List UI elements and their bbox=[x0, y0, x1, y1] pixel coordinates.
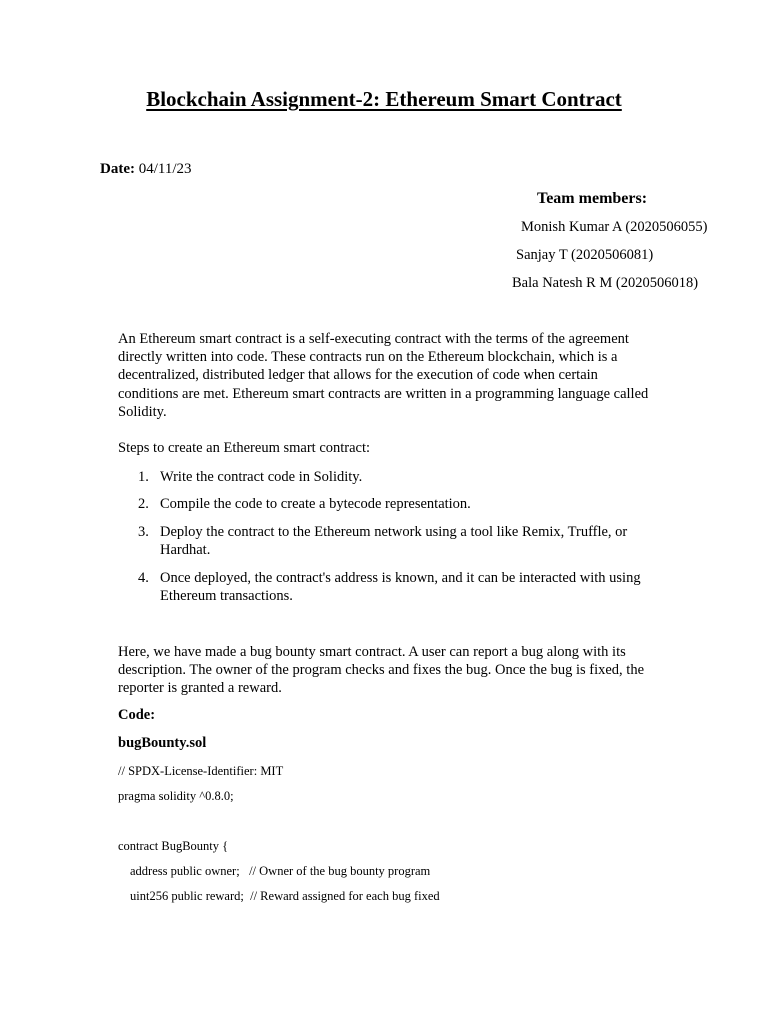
code-line: contract BugBounty { bbox=[118, 839, 229, 853]
date-label: Date: bbox=[100, 161, 135, 177]
step-number: 2. bbox=[138, 496, 149, 512]
steps-heading: Steps to create an Ethereum smart contract: bbox=[118, 440, 371, 456]
step-list-item bbox=[138, 468, 658, 486]
step-number: 1. bbox=[138, 469, 149, 485]
step-number: 3. bbox=[138, 524, 149, 540]
team-member: Bala Natesh R M (2020506018) bbox=[512, 275, 699, 291]
team-member: Monish Kumar A (2020506055) bbox=[521, 219, 708, 235]
step-list-item bbox=[138, 495, 658, 513]
step-number: 4. bbox=[138, 570, 149, 586]
step-list-item bbox=[138, 523, 658, 559]
code-line: pragma solidity ^0.8.0; bbox=[118, 789, 234, 803]
bug-bounty-paragraph: Here, we have made a bug bounty smart contract. A user can report a bug along with its description. The owner of the program checks and fixes the bug. Once the bug is fixed, the reporter is granted a reward. bbox=[118, 644, 645, 697]
document-title: Blockchain Assignment-2: Ethereum Smart Contract bbox=[146, 87, 622, 111]
code-line: // SPDX-License-Identifier: MIT bbox=[118, 764, 284, 778]
intro-paragraph: An Ethereum smart contract is a self-executing contract with the terms of the agreement directly written into code. These contracts run on the Ethereum blockchain, which is a decentralized, distributed ledger that allows for the execution of code when certain conditions are met. Ethereum smart contracts are written in a programming language called Solidity. bbox=[118, 331, 649, 420]
step-text: Write the contract code in Solidity. bbox=[160, 469, 363, 485]
code-label: Code: bbox=[118, 707, 156, 723]
code-line: address public owner; // Owner of the bug bounty program bbox=[130, 864, 431, 878]
code-line: uint256 public reward; // Reward assigned for each bug fixed bbox=[130, 889, 440, 903]
team-member: Sanjay T (2020506081) bbox=[516, 247, 654, 263]
file-name-label: bugBounty.sol bbox=[118, 735, 207, 751]
step-text: Compile the code to create a bytecode representation. bbox=[160, 496, 471, 512]
step-text: Deploy the contract to the Ethereum network using a tool like Remix, Truffle, or Hardhat. bbox=[160, 524, 628, 559]
step-list-item bbox=[138, 569, 658, 605]
team-members-heading: Team members: bbox=[537, 190, 648, 207]
date-line bbox=[100, 161, 192, 178]
step-text: Once deployed, the contract's address is known, and it can be interacted with using Ethereum transactions. bbox=[160, 570, 641, 605]
date-value: 04/11/23 bbox=[138, 161, 192, 177]
